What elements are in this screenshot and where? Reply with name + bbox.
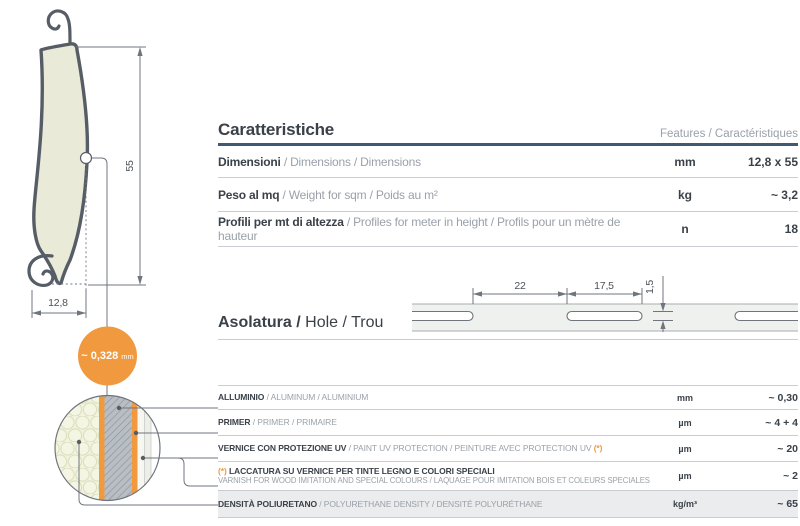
- row-value: ~ 20: [777, 442, 798, 455]
- table-row-dimensions: [218, 146, 798, 178]
- characteristics-table: [218, 110, 798, 340]
- row-name: Peso al mq: [218, 187, 280, 202]
- row-translations: / PAINT UV PROTECTION / PEINTURE AVEC PROTECTION UV: [346, 443, 594, 454]
- row-unit: kg: [677, 187, 692, 202]
- row-name: Asolatura /: [218, 314, 301, 331]
- material-row-lacquer: [218, 462, 798, 491]
- table-title-translations: Features / Caractéristiques: [659, 128, 798, 140]
- row-translations: / Profiles for meter in height / Profils pour un mètre de hauteur: [218, 215, 621, 243]
- row-value: ~ 3,2: [770, 187, 798, 202]
- row-value: 12,8 x 55: [747, 154, 798, 169]
- row-unit: n: [681, 222, 689, 236]
- layer-detail-circle: [54, 394, 160, 502]
- hole-pitch-label: 22: [514, 280, 526, 292]
- layer-lacquer: [145, 394, 152, 502]
- row-translations: Hole / Trou: [300, 314, 384, 331]
- profile-cross-section: [29, 11, 92, 285]
- row-name: VERNICE CON PROTEZIONE UV: [218, 443, 347, 454]
- row-name: LACCATURA SU VERNICE PER TINTE LEGNO E COLORI SPECIALI: [228, 465, 495, 476]
- table-header: [218, 110, 798, 146]
- footnote-star: (*): [218, 465, 229, 476]
- materials-table: [218, 385, 798, 518]
- row-unit: mm: [676, 392, 693, 403]
- row-name: ALLUMINIO: [218, 392, 265, 403]
- height-dim-label: 55: [124, 160, 136, 172]
- layer-polyurethane: [54, 394, 99, 502]
- profile-top-hook: [48, 11, 70, 44]
- table-row-hole: [218, 247, 798, 340]
- table-row-profiles-per-meter: [218, 212, 798, 247]
- detail-marker-circle: [81, 153, 92, 164]
- layer-primer-right: [132, 394, 138, 502]
- row-name: DENSITÀ POLIURETANO: [218, 498, 318, 509]
- row-unit: µm: [678, 417, 692, 428]
- row-name: Dimensioni: [218, 154, 281, 169]
- hole-slot-label: 17,5: [594, 280, 614, 292]
- material-row-polyurethane-density: [218, 491, 798, 518]
- row-unit: µm: [678, 471, 692, 481]
- row-value: 18: [784, 222, 798, 236]
- row-value: ~ 2: [783, 470, 798, 482]
- row-translations: / Dimensions / Dimensions: [280, 154, 421, 169]
- material-row-primer: [218, 410, 798, 436]
- row-translations: / ALUMINUM / ALUMINIUM: [264, 392, 369, 403]
- material-row-uv-paint: [218, 436, 798, 462]
- thickness-badge-label: ~ 0,328 mm: [81, 350, 134, 362]
- profile-body: [34, 44, 88, 284]
- row-unit: µm: [678, 443, 692, 454]
- layer-aluminium: [105, 394, 133, 502]
- row-name: PRIMER: [218, 417, 251, 428]
- row-value: ~ 4 + 4: [765, 416, 798, 429]
- row-name: Profili per mt di altezza: [218, 215, 344, 229]
- row-unit: kg/m³: [672, 499, 697, 509]
- table-row-weight: [218, 178, 798, 212]
- material-row-aluminium: [218, 386, 798, 410]
- hole-height-label: 1,5: [644, 280, 656, 294]
- row-unit: mm: [674, 154, 696, 169]
- row-translations: / POLYURETHANE DENSITY / DENSITÉ POLYURÉTHANE: [317, 498, 543, 509]
- row-translations: / PRIMER / PRIMAIRE: [250, 417, 337, 428]
- row-translations: VARNISH FOR WOOD IMITATION AND SPECIAL COLOURS / LAQUAGE POUR IMITATION BOIS ET COLEURS SPECIALES: [218, 476, 650, 486]
- width-dim-label: 12,8: [48, 297, 68, 309]
- row-value: ~ 0,30: [768, 391, 798, 404]
- row-translations: / Weight for sqm / Poids au m²: [279, 187, 438, 202]
- layer-primer-left: [99, 394, 105, 502]
- footnote-star: (*): [593, 443, 603, 454]
- table-title: Caratteristiche: [218, 120, 335, 139]
- row-value: ~ 65: [777, 498, 798, 510]
